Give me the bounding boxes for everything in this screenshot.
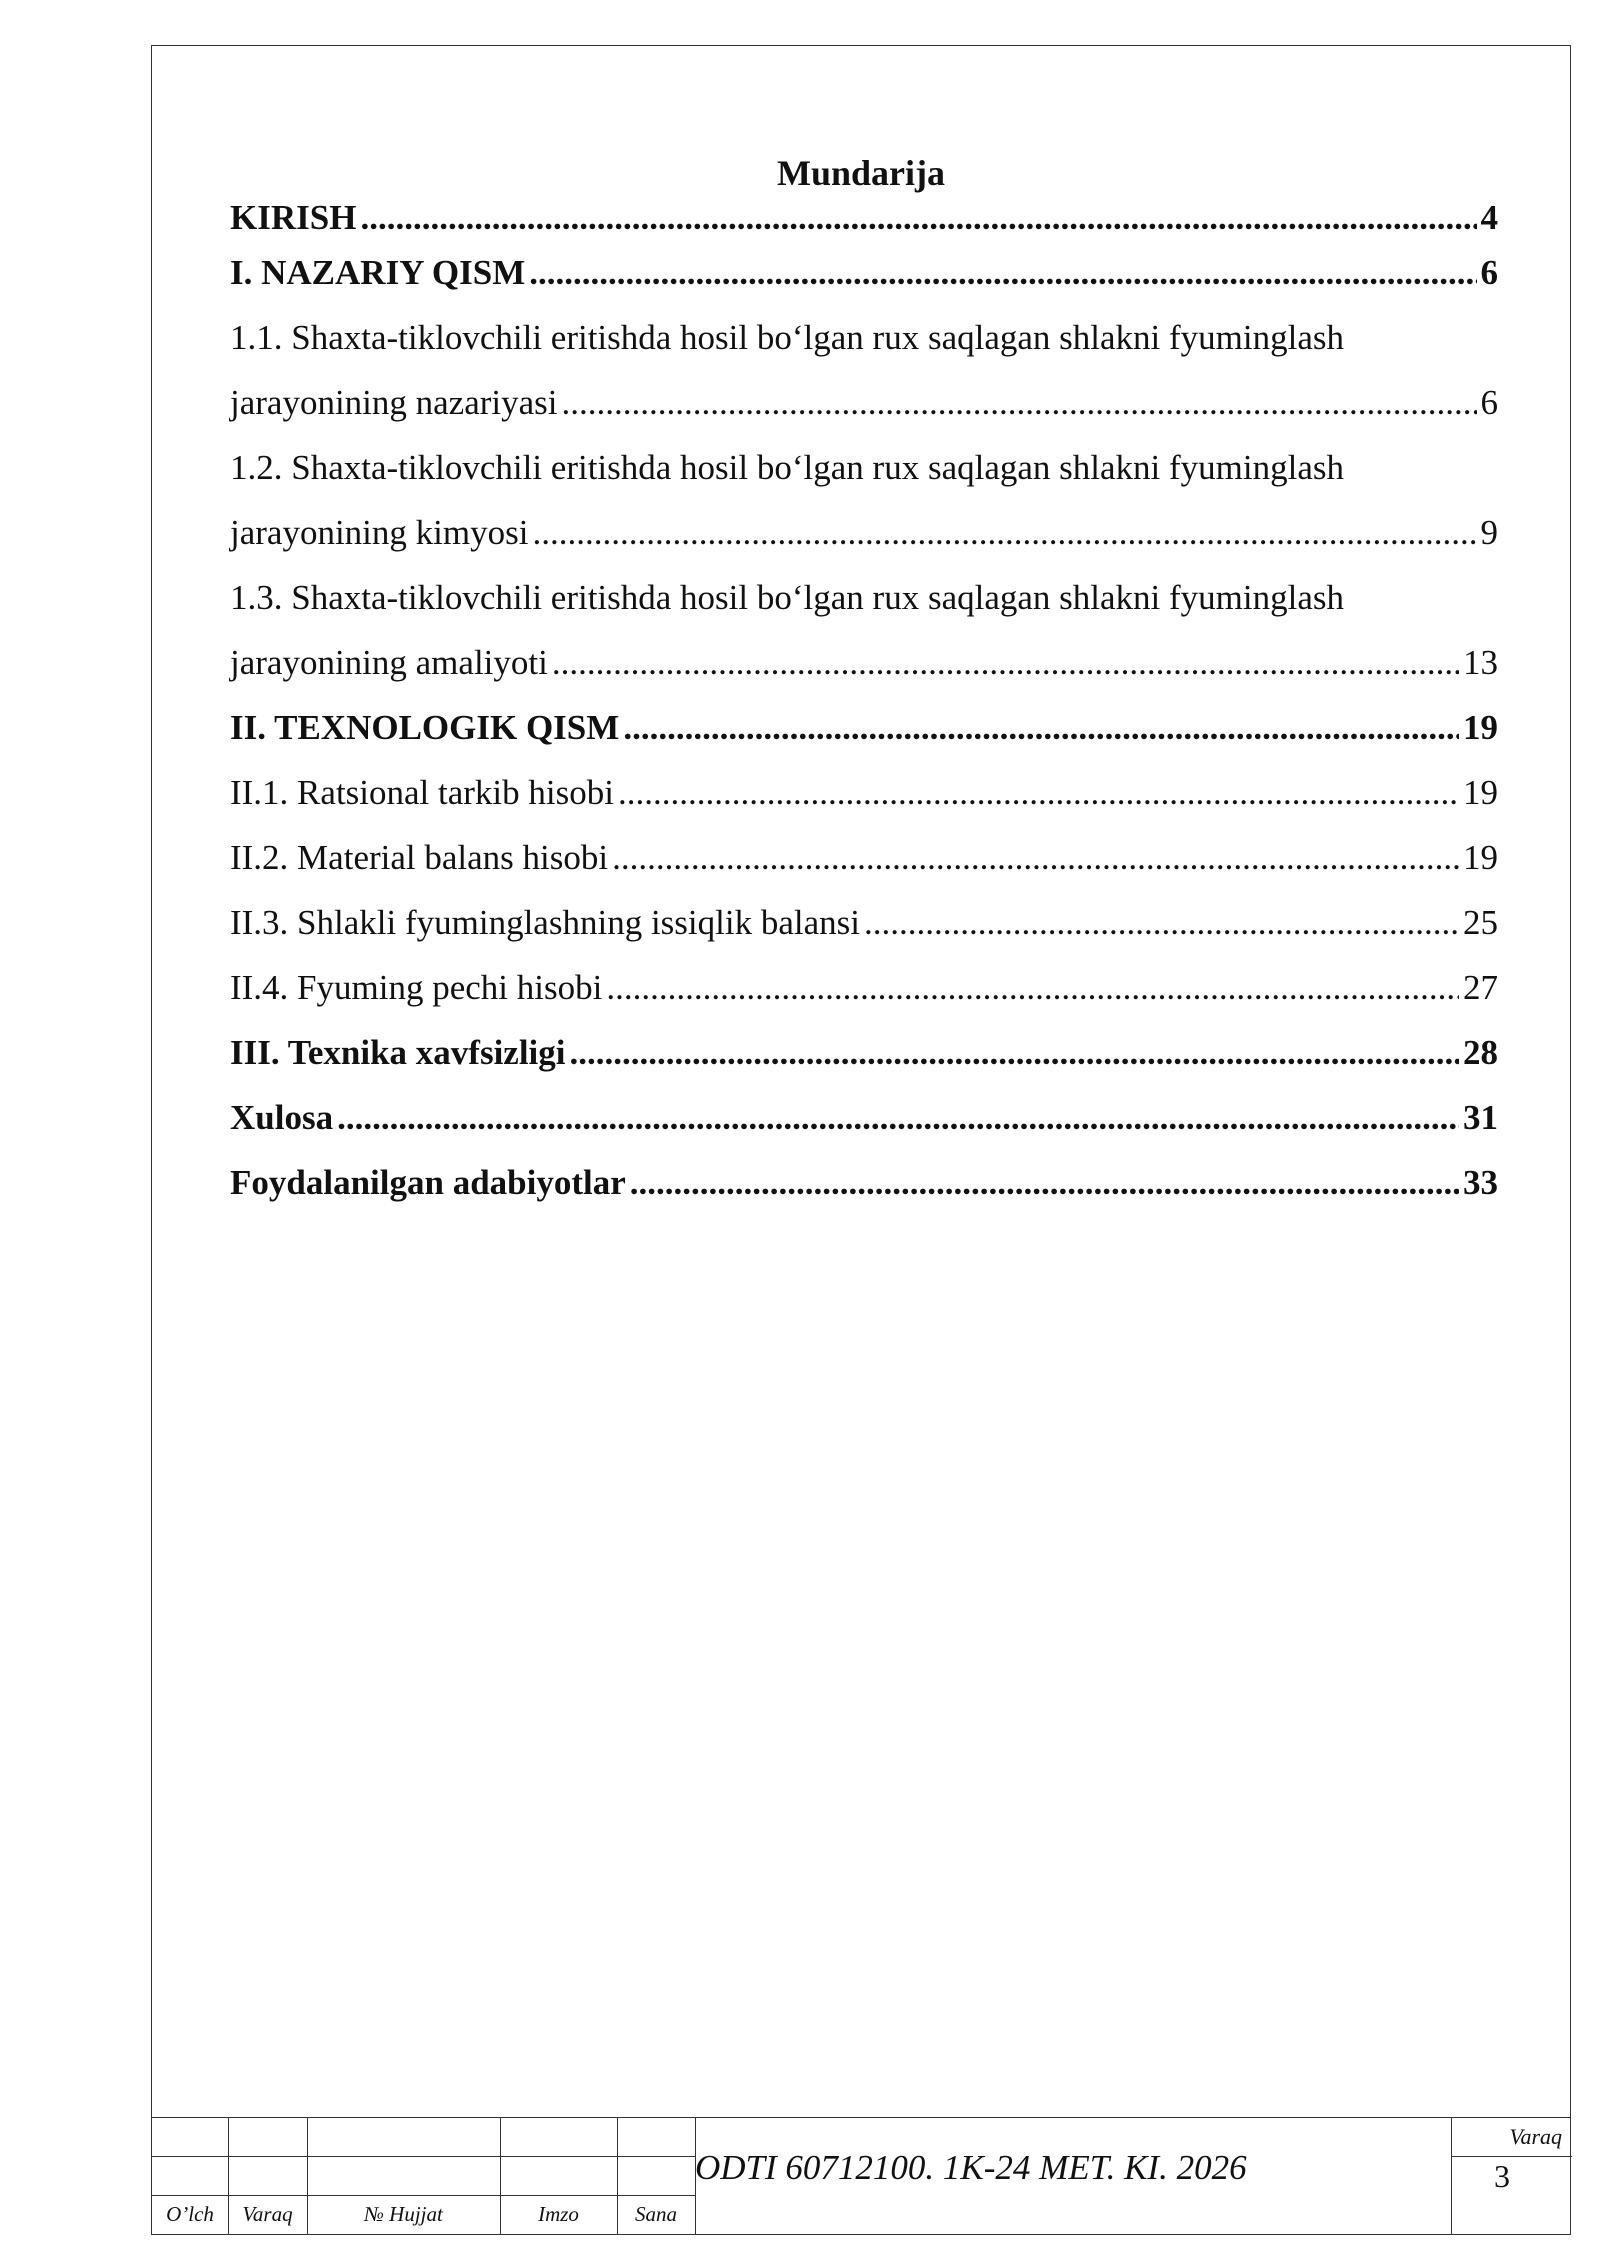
toc-entry-label: Foydalanilgan adabiyotlar	[230, 1163, 626, 1202]
toc-entry	[230, 305, 1498, 370]
stamp-col-hujjat: № Hujjat	[364, 2202, 443, 2226]
toc-leader-dots	[606, 955, 1459, 1020]
toc-entry-label: II.2. Material balans hisobi	[230, 838, 609, 877]
stamp-col-imzo: Imzo	[538, 2202, 579, 2226]
toc-leader-dots	[630, 1150, 1459, 1215]
toc-entry-page: 28	[1463, 1033, 1498, 1072]
toc-leader-dots	[529, 240, 1476, 305]
page-frame	[151, 45, 1571, 2235]
document-code: ODTI 60712100. 1K-24 MET. KI. 2026	[695, 2148, 1247, 2187]
toc-entry	[230, 955, 1498, 1020]
toc-entry	[230, 630, 1498, 695]
toc-entry-label: 1.3. Shaxta-tiklovchili eritishda hosil bo‘lgan rux saqlagan shlakni fyuminglash	[230, 578, 1344, 617]
toc-entry-page: 19	[1463, 838, 1498, 877]
toc-entry	[230, 825, 1498, 890]
toc-entry-label: KIRISH	[230, 198, 357, 237]
toc-entry	[230, 890, 1498, 955]
toc-title: Mundarija	[776, 153, 945, 193]
toc-entry-page: 31	[1463, 1098, 1498, 1137]
toc-entry	[230, 1085, 1498, 1150]
toc-entry-label: jarayonining amaliyoti	[230, 643, 548, 682]
toc-leader-dots	[562, 370, 1477, 435]
toc-entry	[230, 370, 1498, 435]
toc-entry-label: Xulosa	[230, 1098, 334, 1137]
toc-entry	[230, 1020, 1498, 1085]
toc-entry-page: 19	[1463, 773, 1498, 812]
toc-entry-label: 1.2. Shaxta-tiklovchili eritishda hosil bo‘lgan rux saqlagan shlakni fyuminglash	[230, 448, 1344, 487]
stamp-col-varaq: Varaq	[242, 2202, 293, 2226]
sheet-label: Varaq	[1509, 2124, 1562, 2149]
toc-entry-page: 33	[1463, 1163, 1498, 1202]
toc-entry-page: 4	[1480, 198, 1498, 237]
toc-leader-dots	[623, 695, 1459, 760]
toc-leader-dots	[337, 1085, 1459, 1150]
toc-leader-dots	[532, 500, 1476, 565]
toc-entry	[230, 435, 1498, 500]
toc-leader-dots	[612, 825, 1459, 890]
toc-entry-label: II. TEXNOLOGIK QISM	[230, 708, 620, 747]
toc-leader-dots	[552, 630, 1459, 695]
toc-entry-label: III. Texnika xavfsizligi	[230, 1033, 566, 1072]
toc-entry	[230, 1150, 1498, 1215]
title-block-stamp	[152, 2117, 1570, 2234]
toc-entry-label: jarayonining kimyosi	[230, 513, 529, 552]
toc-entry-page: 25	[1463, 903, 1498, 942]
toc-entry-label: II.3. Shlakli fyuminglashning issiqlik balansi	[230, 903, 860, 942]
toc-leader-dots	[864, 890, 1459, 955]
toc-entry	[230, 500, 1498, 565]
toc-entry	[230, 565, 1498, 630]
toc-entry-label: II.4. Fyuming pechi hisobi	[230, 968, 603, 1007]
toc-entry-page: 9	[1480, 513, 1498, 552]
toc-entry	[230, 196, 1498, 240]
toc-entry	[230, 695, 1498, 760]
stamp-col-sana: Sana	[635, 2202, 677, 2226]
toc-entry-label: jarayonining nazariyasi	[230, 383, 558, 422]
toc-entry	[230, 760, 1498, 825]
toc-entry-page: 6	[1480, 253, 1498, 292]
toc-entry-page: 19	[1463, 708, 1498, 747]
toc-entry-page: 27	[1463, 968, 1498, 1007]
toc-entry-label: I. NAZARIY QISM	[230, 253, 526, 292]
toc-entry-label: 1.1. Shaxta-tiklovchili eritishda hosil bo‘lgan rux saqlagan shlakni fyuminglash	[230, 318, 1344, 357]
sheet-number: 3	[1494, 2158, 1510, 2194]
table-of-contents	[230, 196, 1498, 1215]
toc-entry-page: 6	[1480, 383, 1498, 422]
toc-leader-dots	[360, 196, 1476, 240]
toc-leader-dots	[618, 760, 1459, 825]
toc-entry-page: 13	[1463, 643, 1498, 682]
toc-entry-label: II.1. Ratsional tarkib hisobi	[230, 773, 614, 812]
toc-entry	[230, 240, 1498, 305]
stamp-col-olch: O’lch	[166, 2202, 214, 2226]
toc-leader-dots	[570, 1020, 1459, 1085]
